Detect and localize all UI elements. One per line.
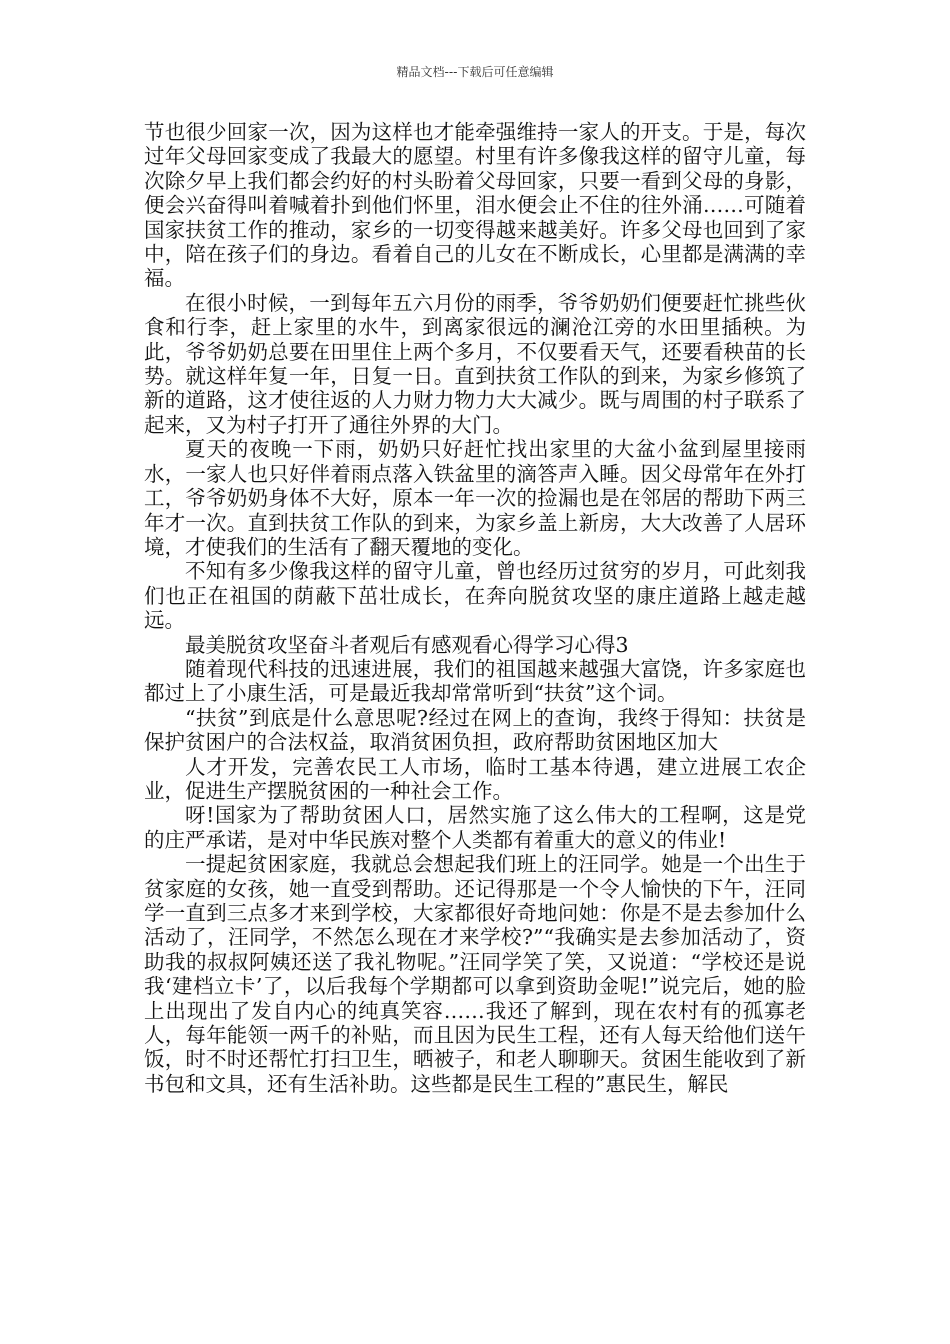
- paragraph-rice-planting: 在很小时候，一到每年五六月份的雨季，爷爷奶奶们便要赶忙挑些伙食和行李，赶上家里的水牛，到离家很远的澜沧江旁的水田里插秧。为此，爷爷奶奶总要在田里住上两个多月，不仅要看天气，还要看秧苗的长势。就这样年复一年，日复一日。直到扶贫工作队的到来，为家乡修筑了新的道路，这才使往返的人力财力物力大大减少。既与周围的村子联系了起来，又为村子打开了通往外界的大门。: [144, 290, 806, 437]
- paragraph-meaning-of-poverty-alleviation: “扶贫”到底是什么意思呢?经过在网上的查询，我终于得知：扶贫是保护贫困户的合法权益，取消贫困负担，政府帮助贫困地区加大: [144, 705, 806, 755]
- page-header: 精品文档---下载后可任意编辑: [396, 65, 554, 79]
- paragraph-classmate-wang: 一提起贫困家庭，我就总会想起我们班上的汪同学。她是一个出生于贫家庭的女孩，她一直受到帮助。还记得那是一个令人愉快的下午，汪同学一直到三点多才来到学校，大家都很好奇地问她：你是不是去参加什么活动了，汪同学，不然怎么现在才来学校?”“我确实是去参加活动了，资助我的叔叔阿姨还送了我礼物呢。”汪同学笑了笑，又说道：“学校还是说我‘建档立卡’了，以后我每个学期都可以拿到资助金呢!”说完后，她的脸上出现出了发自内心的纯真笑容……我还了解到，现在农村有的孤寡老人，每年能领一两千的补贴，而且因为民生工程，还有人每天给他们送午饭，时不时还帮忙打扫卫生，晒被子，和老人聊聊天。贫困生能收到了新书包和文具，还有生活补助。这些都是民生工程的”惠民生，解民: [144, 852, 806, 1096]
- paragraph-great-project: 呀!国家为了帮助贫困人口，居然实施了这么伟大的工程啊，这是党的庄严承诺，是对中华民族对整个人类都有着重大的意义的伟业!: [144, 803, 806, 852]
- paragraph-modern-tech: 随着现代科技的迅速进展，我们的祖国越来越强大富饶，许多家庭也都过上了小康生活，可是最近我却常常听到“扶贫”这个词。: [144, 656, 806, 706]
- paragraph-talent-development: 人才开发，完善农民工人市场，临时工基本待遇，建立进展工农企业，促进生产摆脱贫困的一种社会工作。: [144, 754, 806, 803]
- paragraph-rainy-night: 夏天的夜晚一下雨，奶奶只好赶忙找出家里的大盆小盆到屋里接雨水，一家人也只好伴着雨点落入铁盆里的滴答声入睡。因父母常年在外打工，爷爷奶奶身体不大好，原本一年一次的捡漏也是在邻居的帮助下两三年才一次。直到扶贫工作队的到来，为家乡盖上新房，大大改善了人居环境，才使我们的生活有了翻天覆地的变化。: [144, 437, 806, 559]
- section-title: 最美脱贫攻坚奋斗者观后有感观看心得学习心得3: [185, 632, 629, 657]
- paragraph-left-behind-children: 不知有多少像我这样的留守儿童，曾也经历过贫穷的岁月，可此刻我们也正在祖国的荫蔽下茁壮成长，在奔向脱贫攻坚的康庄道路上越走越远。: [144, 559, 806, 633]
- paragraph-continued: 节也很少回家一次，因为这样也才能牵强维持一家人的开支。于是，每次过年父母回家变成了我最大的愿望。村里有许多像我这样的留守儿童，每次除夕早上我们都会约好的村头盼着父母回家，只要一看到父母的身影，便会兴奋得叫着喊着扑到他们怀里，泪水便会止不住的往外涌……可随着国家扶贫工作的推动，家乡的一切变得越来越美好。许多父母也回到了家中，陪在孩子们的身边。看着自己的儿女在不断成长，心里都是满满的幸福。: [144, 120, 806, 291]
- document-body: [144, 120, 806, 1096]
